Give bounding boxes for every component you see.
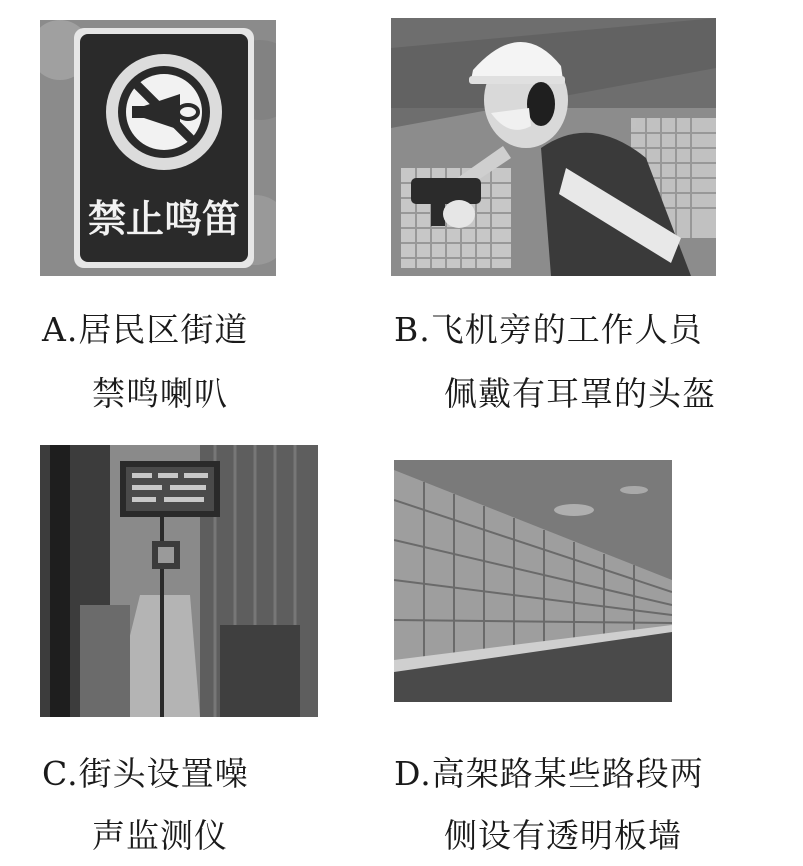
image-no-honking-sign — [40, 20, 276, 276]
noise-monitor-display — [120, 461, 220, 517]
sign-text: 禁止鸣笛 — [87, 197, 241, 241]
option-d-caption-continued: 侧设有透明板墙 — [444, 816, 682, 855]
image-sound-barrier — [394, 460, 672, 702]
option-b-caption: B.飞机旁的工作人员 — [394, 310, 703, 349]
image-noise-monitor — [40, 445, 318, 717]
image-worker-ear-protection — [391, 18, 716, 276]
option-d-caption: D.高架路某些路段两 — [394, 754, 704, 793]
option-c-caption-continued: 声监测仪 — [92, 816, 228, 855]
option-b-caption-continued: 佩戴有耳罩的头盔 — [444, 374, 716, 413]
option-a-caption-continued: 禁鸣喇叭 — [92, 374, 228, 413]
option-a-caption: A.居民区街道 — [42, 310, 249, 349]
option-c-caption: C.街头设置噪 — [42, 754, 249, 793]
no-horn-icon — [106, 54, 222, 170]
